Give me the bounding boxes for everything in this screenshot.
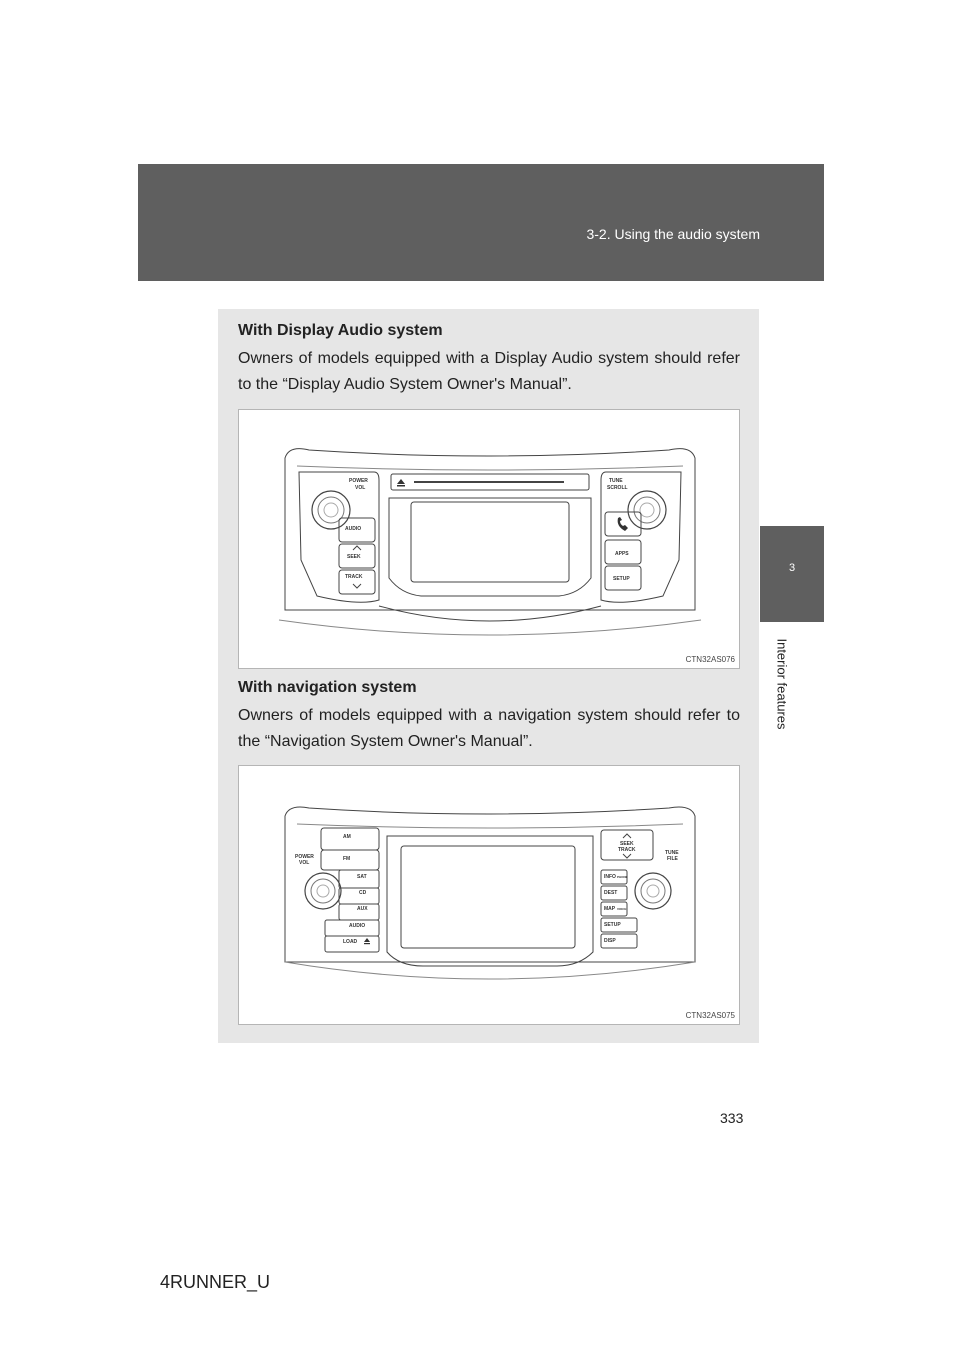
chapter-tab bbox=[760, 526, 824, 622]
navigation-heading: With navigation system bbox=[238, 679, 417, 696]
map-button-label: MAP bbox=[604, 906, 616, 912]
seek-button-label: SEEK bbox=[347, 554, 361, 560]
fm-button-label: FM bbox=[343, 856, 351, 862]
dest-button-label: DEST bbox=[604, 890, 618, 896]
chapter-label bbox=[772, 632, 792, 736]
section-title: 3-2. Using the audio system bbox=[586, 226, 760, 242]
display-audio-text: Owners of models equipped with a Display Audio system should refer to the “Display Audio System Owner's Manual”. bbox=[238, 350, 740, 393]
phone-icon bbox=[618, 517, 628, 531]
page-number: 333 bbox=[720, 1110, 744, 1126]
display-audio-figure bbox=[238, 409, 740, 669]
navigation-text: Owners of models equipped with a navigation system should refer to the “Navigation System Owner's Manual”. bbox=[238, 707, 740, 750]
track-button-label: TRACK bbox=[345, 574, 363, 580]
display-audio-illustration bbox=[239, 410, 740, 669]
audio-button-label: AUDIO bbox=[345, 526, 362, 532]
phone-sub-label: PHONE bbox=[617, 875, 628, 879]
navigation-illustration bbox=[239, 766, 740, 1025]
vol-label: VOL bbox=[355, 485, 366, 491]
footer-model-code: 4RUNNER_U bbox=[160, 1272, 271, 1292]
load-button-label: LOAD bbox=[343, 939, 358, 945]
tune-label: TUNE bbox=[609, 478, 623, 484]
page-header bbox=[138, 164, 824, 281]
display-audio-heading: With Display Audio system bbox=[238, 322, 443, 339]
eject-icon bbox=[364, 938, 370, 944]
apps-button-label: APPS bbox=[615, 551, 629, 557]
aux-button-label: AUX bbox=[357, 906, 368, 912]
am-button-label: AM bbox=[343, 834, 351, 840]
disp-button-label: DISP bbox=[604, 938, 616, 944]
cd-button-label: CD bbox=[359, 890, 367, 896]
chapter-number: 3 bbox=[788, 562, 796, 574]
figure-code: CTN32AS076 bbox=[685, 655, 735, 664]
voice-sub-label: VOICE bbox=[617, 907, 627, 911]
vol-label: VOL bbox=[299, 860, 310, 866]
figure-code: CTN32AS075 bbox=[685, 1011, 735, 1020]
track-button-label: TRACK bbox=[618, 847, 636, 853]
sat-button-label: SAT bbox=[357, 874, 367, 880]
power-label: POWER bbox=[295, 854, 314, 860]
setup-button-label: SETUP bbox=[604, 922, 621, 928]
audio-button-label: AUDIO bbox=[349, 923, 366, 929]
chapter-label-text: Interior features bbox=[774, 638, 790, 730]
power-label: POWER bbox=[349, 478, 368, 484]
navigation-figure bbox=[238, 765, 740, 1025]
info-button-label: INFO bbox=[604, 874, 616, 880]
scroll-label: SCROLL bbox=[607, 485, 628, 491]
eject-icon bbox=[397, 479, 405, 487]
setup-button-label: SETUP bbox=[613, 576, 630, 582]
seek-button-label: SEEK bbox=[620, 841, 634, 847]
file-label: FILE bbox=[667, 856, 678, 862]
tune-label: TUNE bbox=[665, 850, 679, 856]
